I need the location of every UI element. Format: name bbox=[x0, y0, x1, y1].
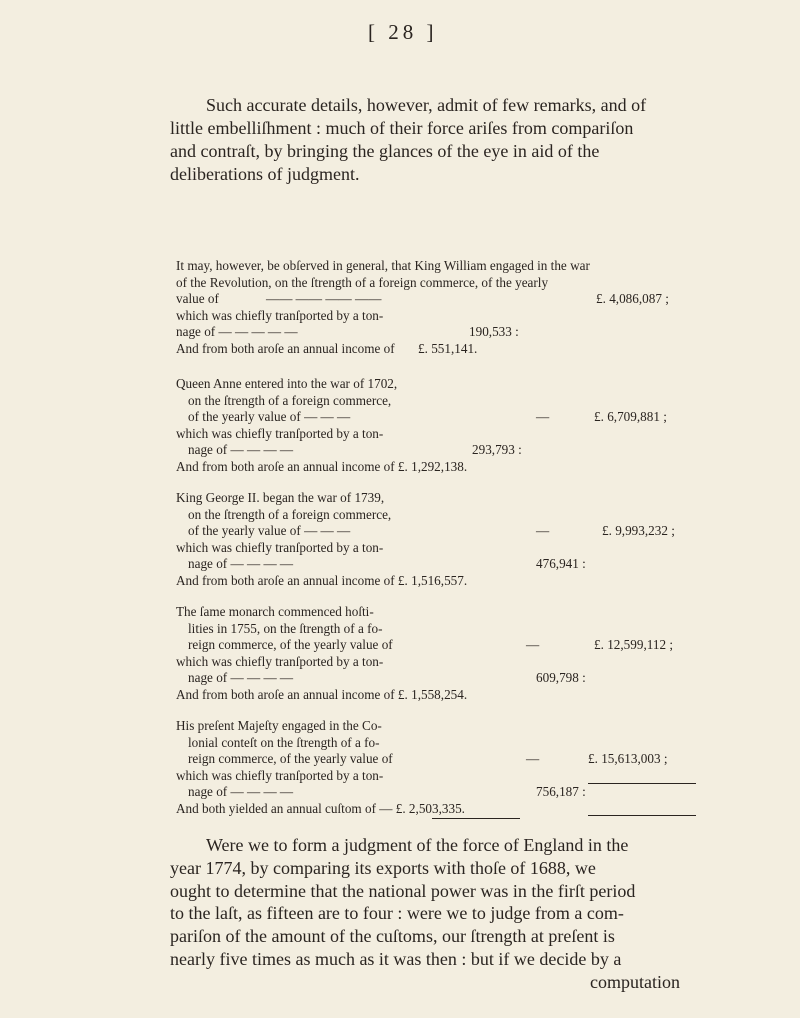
entry-george-ii-1739 bbox=[176, 490, 696, 589]
entry-line: which was chiefly tranſported by a ton- bbox=[176, 653, 384, 669]
page-number: [ 28 ] bbox=[368, 20, 438, 44]
rule-line bbox=[432, 818, 520, 819]
dash-leader: — bbox=[536, 409, 550, 424]
entry-line: And from both aroſe an annual income of £. 1,292,138. bbox=[176, 458, 468, 474]
entry-line: of the yearly value of — — — bbox=[188, 409, 351, 424]
entry-value: 190,533 : bbox=[469, 324, 519, 339]
entry-line: nage of — — — — bbox=[188, 442, 294, 457]
entry-line: which was chiefly tranſported by a ton- bbox=[176, 307, 384, 323]
text-line: and contraſt, by bringing the glances of the eye in aid of the bbox=[170, 141, 600, 161]
text-line: deliberations of judgment. bbox=[170, 164, 360, 184]
entry-line: reign commerce, of the yearly value of bbox=[188, 751, 393, 766]
entry-value: £. 6,709,881 ; bbox=[594, 409, 667, 424]
entry-line: And from both aroſe an annual income of bbox=[176, 340, 395, 356]
entry-george-ii-1755 bbox=[176, 604, 696, 703]
entry-line: nage of — — — — — bbox=[176, 324, 298, 339]
statement-block bbox=[176, 258, 696, 357]
entry-line: And from both aroſe an annual income of £. 1,558,254. bbox=[176, 686, 468, 702]
entry-line: value of bbox=[176, 291, 219, 306]
entry-line: which was chiefly tranſported by a ton- bbox=[176, 539, 384, 555]
entry-line: lities in 1755, on the ſtrength of a fo- bbox=[188, 620, 383, 636]
entry-value: 756,187 : bbox=[536, 784, 586, 799]
entry-line: reign commerce, of the yearly value of bbox=[188, 637, 393, 652]
entry-line: And both yielded an annual cuſtom of — £. 2,503,335. bbox=[176, 800, 465, 816]
entry-line: The ſame monarch commenced hoſti- bbox=[176, 604, 374, 619]
entry-value: £. 12,599,112 ; bbox=[594, 637, 674, 652]
entry-value: 476,941 : bbox=[536, 556, 586, 571]
catchword: computation bbox=[590, 971, 680, 992]
entry-line: And from both aroſe an annual income of £. 1,516,557. bbox=[176, 572, 468, 588]
entry-queen-anne bbox=[176, 376, 696, 475]
entry-value: 609,798 : bbox=[536, 670, 586, 685]
text-line: nearly five times as much as it was then : but if we decide by a bbox=[170, 948, 622, 969]
entry-line: nage of — — — — bbox=[188, 670, 294, 685]
entry-line: which was chiefly tranſported by a ton- bbox=[176, 425, 384, 441]
entry-line: which was chiefly tranſported by a ton- bbox=[176, 767, 384, 783]
entry-line: Queen Anne entered into the war of 1702, bbox=[176, 376, 398, 391]
dash-leader: —— —— —— —— bbox=[266, 291, 382, 306]
entry-income: £. 551,141. bbox=[418, 340, 478, 356]
text-line: year 1774, by comparing its exports with thoſe of 1688, we bbox=[170, 857, 596, 878]
statement-line: of the Revolution, on the ſtrength of a foreign commerce, of the yearly bbox=[176, 274, 549, 290]
entry-value: £. 4,086,087 ; bbox=[596, 291, 669, 306]
entry-line: lonial conteſt on the ſtrength of a fo- bbox=[188, 734, 380, 750]
entry-line: of the yearly value of — — — bbox=[188, 523, 351, 538]
text-line: pariſon of the amount of the cuſtoms, our ſtrength at preſent is bbox=[170, 926, 615, 947]
text-line: ought to determine that the national power was in the firſt period bbox=[170, 880, 636, 901]
rule-line bbox=[588, 815, 696, 816]
conclusion-paragraph bbox=[170, 834, 680, 994]
dash-leader: — bbox=[536, 523, 550, 538]
intro-paragraph bbox=[170, 94, 680, 186]
entry-line: His preſent Majeſty engaged in the Co- bbox=[176, 718, 382, 733]
entry-line: nage of — — — — bbox=[188, 784, 294, 799]
text-line: to the laſt, as fifteen are to four : were we to judge from a com- bbox=[170, 903, 624, 924]
entry-present-majesty bbox=[176, 718, 696, 817]
text-line: Such accurate details, however, admit of few remarks, and of bbox=[206, 95, 647, 115]
statement-line: It may, however, be obſerved in general, that King William engaged in the war bbox=[176, 258, 590, 273]
entry-value: £. 9,993,232 ; bbox=[602, 523, 675, 538]
rule-line bbox=[588, 783, 696, 784]
text-line: little embelliſhment : much of their force ariſes from compariſon bbox=[170, 118, 634, 138]
entry-value: £. 15,613,003 ; bbox=[588, 751, 668, 766]
text-line: Were we to form a judgment of the force of England in the bbox=[206, 835, 629, 855]
entry-line: nage of — — — — bbox=[188, 556, 294, 571]
dash-leader: — bbox=[526, 637, 540, 652]
dash-leader: — bbox=[526, 751, 540, 766]
entry-value: 293,793 : bbox=[472, 442, 522, 457]
entry-line: on the ſtrength of a foreign commerce, bbox=[188, 506, 392, 522]
entry-line: King George II. began the war of 1739, bbox=[176, 490, 385, 505]
entry-line: on the ſtrength of a foreign commerce, bbox=[188, 392, 392, 408]
